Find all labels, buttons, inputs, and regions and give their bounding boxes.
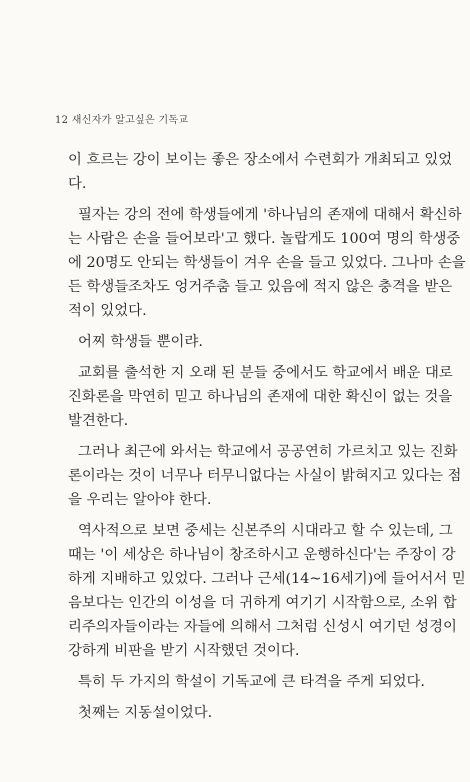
text-line: 을 우리는 알아야 한다. <box>68 492 212 508</box>
text-line: 역사적으로 보면 중세는 신본주의 시대라고 할 수 있는데, 그 <box>78 523 453 539</box>
text-line: 때는 '이 세상은 하나님이 창조하시고 운행하신다'는 주장이 강 <box>68 547 456 563</box>
paragraph <box>68 148 453 196</box>
text-line: 리주의자들이라는 자들에 의해서 그처럼 신성시 여기던 성경이 <box>68 619 457 635</box>
text-line: 적이 있었다. <box>68 303 147 319</box>
text-line: 교회를 출석한 지 오래 된 분들 중에서도 학교에서 배운 대로 <box>78 365 453 381</box>
text-line: 첫째는 지동설이었다. <box>78 705 213 721</box>
text-line: 론이라는 것이 너무나 터무니없다는 사실이 밝혀지고 있다는 점 <box>68 468 462 484</box>
text-line: 어찌 학생들 뿐이랴. <box>78 334 203 350</box>
text-line: 하게 지배하고 있었다. 그러나 근세(14~16세기)에 들어서서 믿 <box>68 571 466 587</box>
text-line: 발견한다. <box>68 413 129 429</box>
paragraph <box>68 330 424 354</box>
text-line: 음보다는 인간의 이성을 더 귀하게 여기기 시작함으로, 소위 합 <box>68 595 457 611</box>
text-line: 이 흐르는 강이 보이는 좋은 장소에서 수련회가 개최되고 있었 <box>68 152 453 168</box>
running-header: 12 새신자가 알고싶은 기독교 <box>55 115 189 126</box>
text-line: 필자는 강의 전에 학생들에게 '하나님의 존재에 대해서 확신하 <box>78 207 462 223</box>
text-line: 다. <box>68 176 87 192</box>
paragraph <box>68 519 466 663</box>
paragraph <box>68 670 424 694</box>
paragraph <box>68 203 466 323</box>
paragraph <box>68 701 424 725</box>
paragraph <box>68 440 462 512</box>
text-line: 에 20명도 안되는 학생들이 겨우 손을 들고 있었다. 그나마 손을 <box>68 255 466 271</box>
text-line: 그러나 최근에 와서는 학교에서 공공연히 가르치고 있는 진화 <box>78 444 458 460</box>
body-text <box>68 148 466 732</box>
text-line: 든 학생들조차도 엉거주춤 들고 있음에 적지 않은 충격을 받은 <box>68 279 453 295</box>
text-line: 강하게 비판을 받기 시작했던 것이다. <box>68 643 300 659</box>
paragraph <box>68 361 453 433</box>
text-line: 특히 두 가지의 학설이 기독교에 큰 타격을 주게 되었다. <box>78 674 426 690</box>
text-line: 진화론을 막연히 믿고 하나님의 존재에 대한 확신이 없는 것을 <box>68 389 453 405</box>
text-line: 는 사람은 손을 들어보라'고 했다. 놀랍게도 100여 명의 학생중 <box>68 231 461 247</box>
